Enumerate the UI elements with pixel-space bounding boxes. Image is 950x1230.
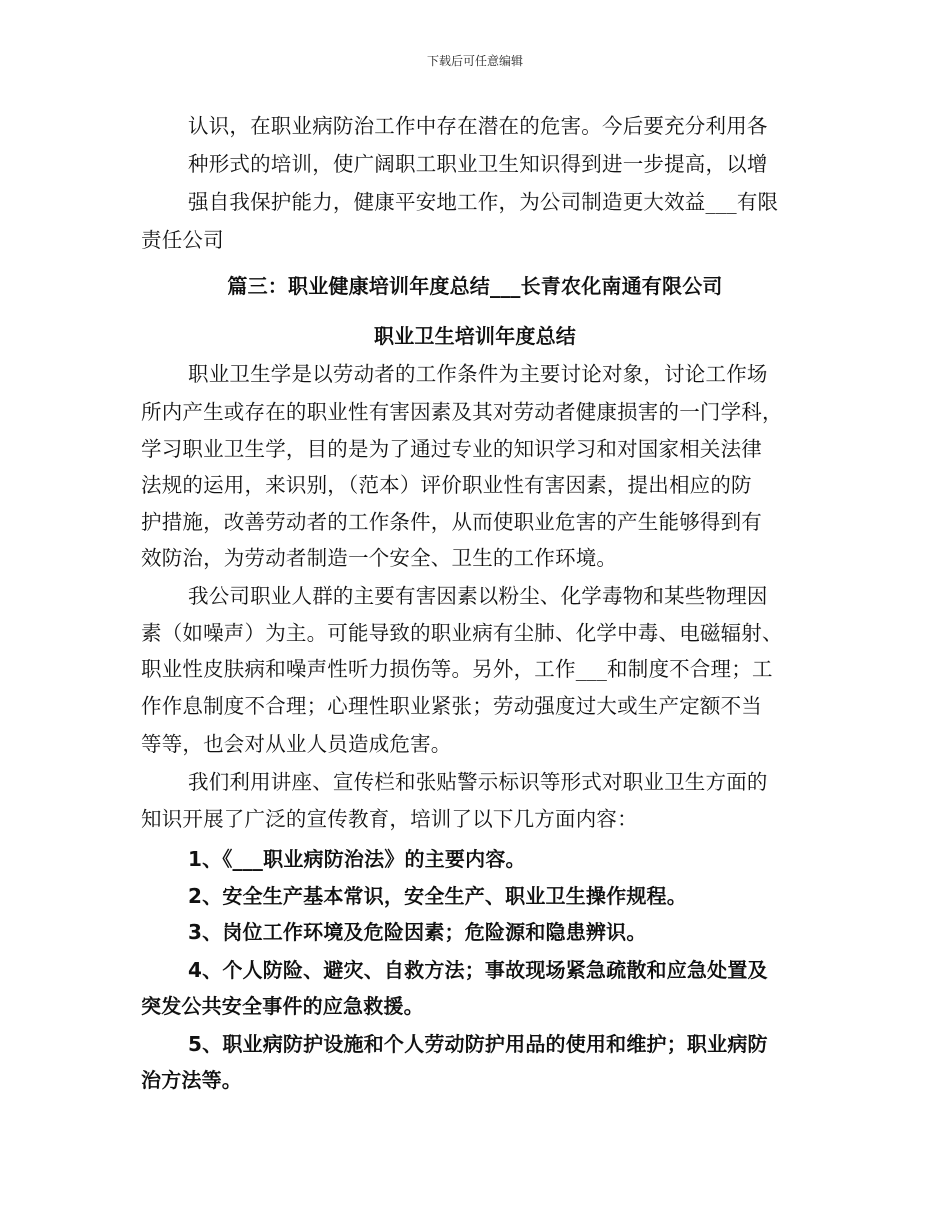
body-line: 素（如噪声）为主。可能导致的职业病有尘肺、化学中毒、电磁辐射、	[141, 621, 783, 645]
section-heading: 篇三：职业健康培训年度总结___长青农化南通有限公司	[227, 274, 723, 298]
list-item: 1、《___职业病防治法》的主要内容。	[188, 847, 526, 871]
body-line: 护措施，改善劳动者的工作条件，从而使职业危害的产生能够得到有	[141, 510, 762, 534]
body-line: 作作息制度不合理；心理性职业紧张；劳动强度过大或生产定额不当	[141, 694, 762, 718]
body-line: 学习职业卫生学，目的是为了通过专业的知识学习和对国家相关法律	[141, 437, 762, 461]
body-line: 知识开展了广泛的宣传教育，培训了以下几方面内容：	[141, 807, 638, 831]
list-item-continuation: 治方法等。	[141, 1068, 242, 1092]
list-item: 4、个人防险、避灾、自救方法；事故现场紧急疏散和应急处置及	[188, 958, 768, 982]
body-line: 我们利用讲座、宣传栏和张贴警示标识等形式对职业卫生方面的	[188, 770, 768, 794]
body-line: 职业卫生学是以劳动者的工作条件为主要讨论对象，讨论工作场	[188, 362, 768, 386]
body-line: 认识，在职业病防治工作中存在潜在的危害。今后要充分利用各	[188, 114, 768, 138]
page-header: 下载后可任意编辑	[426, 54, 523, 68]
list-item: 5、职业病防护设施和个人劳动防护用品的使用和维护；职业病防	[188, 1032, 768, 1056]
body-line: 法规的运用，来识别，（范本）评价职业性有害因素，提出相应的防	[141, 473, 752, 497]
section-subheading: 职业卫生培训年度总结	[374, 324, 576, 348]
body-line: 种形式的培训，使广阔职工职业卫生知识得到进一步提高，以增	[188, 152, 768, 176]
body-line: 效防治，为劳动者制造一个安全、卫生的工作环境。	[141, 546, 618, 570]
body-line: 职业性皮肤病和噪声性听力损伤等。另外，工作___和制度不合理；工	[141, 657, 773, 681]
list-item-continuation: 突发公共安全事件的应急救援。	[141, 994, 424, 1018]
body-line: 强自我保护能力，健康平安地工作，为公司制造更大效益___有限	[188, 190, 779, 214]
body-line: 责任公司	[141, 228, 224, 252]
body-line: 等等，也会对从业人员造成危害。	[141, 732, 452, 756]
list-item: 2、安全生产基本常识，安全生产、职业卫生操作规程。	[188, 884, 687, 908]
body-line: 所内产生或存在的职业性有害因素及其对劳动者健康损害的一门学科，	[141, 400, 783, 424]
body-line: 我公司职业人群的主要有害因素以粉尘、化学毒物和某些物理因	[188, 584, 768, 608]
list-item: 3、岗位工作环境及危险因素；危险源和隐患辨识。	[188, 920, 647, 944]
